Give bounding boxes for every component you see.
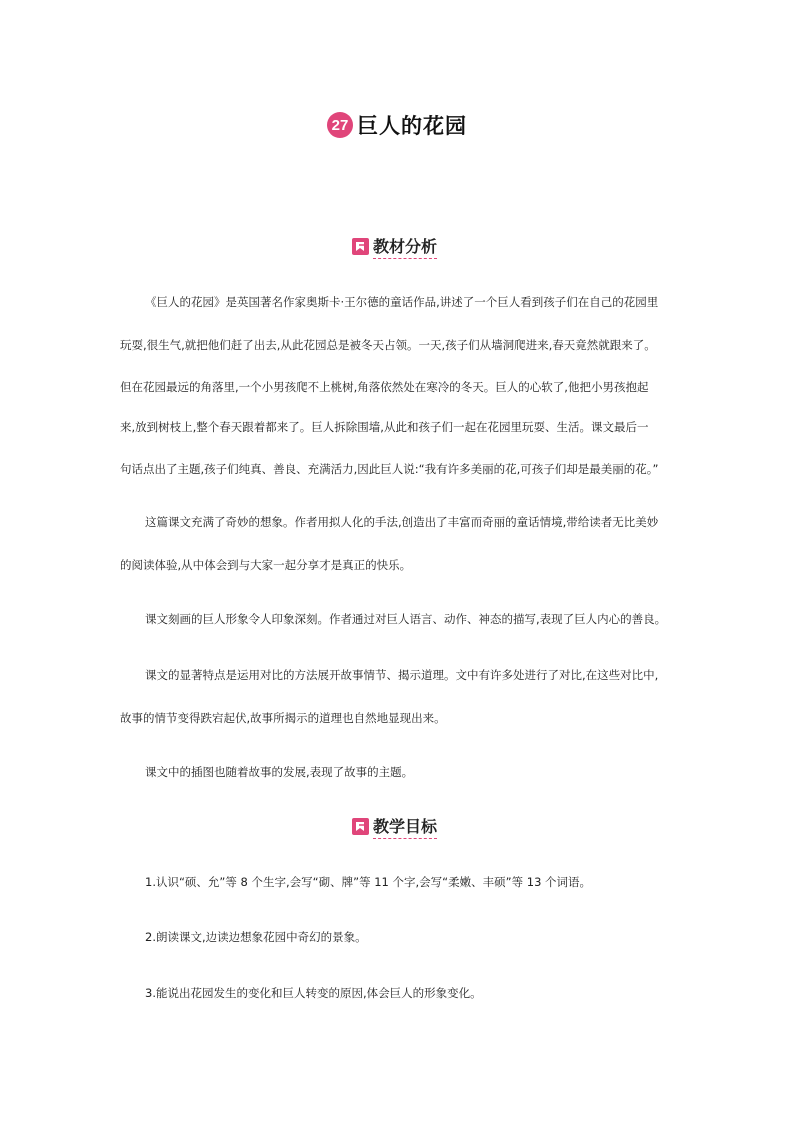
- bookmark-icon: [352, 238, 369, 255]
- lesson-number-badge: 27: [327, 112, 353, 138]
- objective-item: 3.能说出花园发生的变化和巨人转变的原因,体会巨人的形象变化。: [145, 986, 482, 1000]
- paragraph-line: 故事的情节变得跌宕起伏,故事所揭示的道理也自然地显现出来。: [120, 711, 446, 725]
- objective-item: 2.朗读课文,边读边想象花园中奇幻的景象。: [145, 930, 367, 944]
- section-heading-objectives: [352, 815, 437, 837]
- paragraph-line: 但在花园最远的角落里,一个小男孩爬不上桃树,角落依然处在寒冷的冬天。巨人的心软了,他把小男孩抱起: [120, 380, 649, 394]
- paragraph-line: 《巨人的花园》是英国著名作家奥斯卡·王尔德的童话作品,讲述了一个巨人看到孩子们在自己的花园里: [145, 295, 659, 309]
- paragraph-line: 这篇课文充满了奇妙的想象。作者用拟人化的手法,创造出了丰富而奇丽的童话情境,带给读者无比美妙: [145, 515, 659, 529]
- objective-item: 1.认识“硕、允”等 8 个生字,会写“砌、牌”等 11 个字,会写“柔嫩、丰硕”等 13 个词语。: [145, 875, 592, 889]
- paragraph-line: 课文的显著特点是运用对比的方法展开故事情节、揭示道理。文中有许多处进行了对比,在这些对比中,: [145, 668, 659, 682]
- paragraph-line: 的阅读体验,从中体会到与大家一起分享才是真正的快乐。: [120, 558, 412, 572]
- paragraph-line: 课文刻画的巨人形象令人印象深刻。作者通过对巨人语言、动作、神态的描写,表现了巨人内心的善良。: [145, 612, 667, 626]
- paragraph-line: 课文中的插图也随着故事的发展,表现了故事的主题。: [145, 765, 414, 779]
- paragraph-line: 来,放到树枝上,整个春天跟着都来了。巨人拆除围墙,从此和孩子们一起在花园里玩耍、生活。课文最后一: [120, 420, 649, 434]
- paragraph-line: 句话点出了主题,孩子们纯真、善良、充满活力,因此巨人说:“我有许多美丽的花,可孩子们却是最美丽的花。”: [120, 462, 659, 476]
- section-heading-analysis: [352, 235, 437, 257]
- lesson-title: 巨人的花园: [357, 114, 467, 138]
- bookmark-icon: [352, 818, 369, 835]
- page-title: [0, 110, 794, 140]
- paragraph-line: 玩耍,很生气,就把他们赶了出去,从此花园总是被冬天占领。一天,孩子们从墙洞爬进来,春天竟然就跟来了。: [120, 338, 656, 352]
- section-heading-text: 教学目标: [373, 814, 437, 839]
- section-heading-text: 教材分析: [373, 234, 437, 259]
